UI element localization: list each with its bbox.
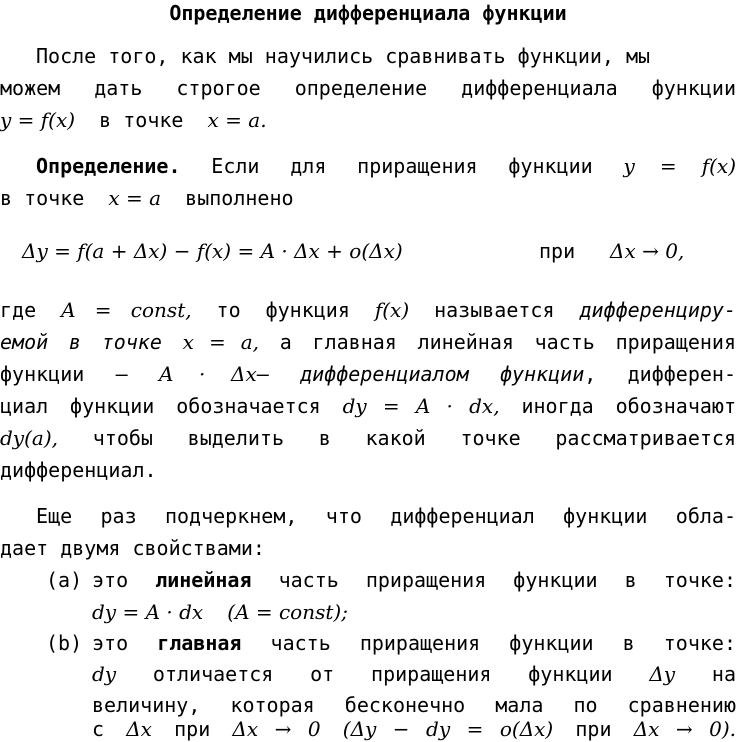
text-part-of-increment: часть приращения функции в точке: [270, 631, 736, 655]
text-part-of-increment: часть приращения функции в точке: [278, 568, 736, 592]
explanation-line-5 [0, 425, 736, 451]
text-with: с [92, 717, 105, 741]
list-item-marker-a: (a) [46, 568, 83, 592]
list-item-a-line-1 [92, 567, 736, 593]
list-item-a-line-2 [92, 599, 348, 625]
explanation-line-1 [0, 297, 736, 323]
text-differs-from: отличается от приращения функции [152, 662, 613, 686]
text-to-distinguish: чтобы выделить в какой точке рассматривается [92, 426, 736, 450]
math-a-const: A = const, [61, 298, 192, 322]
emphasis-line-1: Еще раз подчеркнем, что дифференциал функции обла- [36, 504, 736, 528]
math-dy-difference: (Δy − dy = o(Δx) [342, 717, 554, 741]
page-title: Определение дифференциала функции [169, 1, 567, 25]
math-dy: dy [92, 662, 117, 686]
definition-text-holds: выполнено [185, 186, 294, 210]
text-called: называется [434, 298, 555, 322]
text-when: при [174, 717, 211, 741]
math-delta-x: Δx [126, 717, 152, 741]
math-fx: f(x) [374, 298, 410, 322]
formula-main: Δy = f(a + Δx) − f(x) = A · Δx + o(Δx) [22, 239, 403, 263]
list-item-b-line-2 [92, 661, 736, 687]
definition-label: Определение. [36, 154, 181, 178]
math-delta-x-to-zero-close: Δx → 0). [633, 717, 736, 741]
definition-text: Если для приращения функции [211, 154, 593, 178]
emphasis-line-2: дает двумя свойствами: [0, 536, 265, 560]
math-x-a: x = a [108, 186, 162, 210]
intro-line-1: После того, как мы научились сравнивать функции, мы [36, 44, 651, 68]
math-y-fx: y = f(x) [0, 108, 76, 132]
formula-word-when: при [539, 239, 576, 263]
term-differentiable: дифференциру- [579, 298, 736, 322]
math-a-const-paren: (A = const); [227, 600, 348, 624]
text-this: это [92, 568, 129, 592]
math-delta-y: Δy [649, 662, 676, 686]
term-linear: линейная [155, 568, 252, 592]
explanation-line-4 [0, 393, 736, 419]
term-differential: дифференциалом функции [300, 362, 585, 386]
math-x-a: x = a. [207, 108, 267, 132]
formula-condition: Δx → 0, [610, 239, 685, 263]
list-item-b-line-3: величину, которая бесконечно мала по сравнению [92, 693, 736, 717]
definition-line-2 [0, 185, 294, 211]
text-function-dash: функции — [0, 362, 128, 386]
list-item-b-line-4 [92, 716, 736, 742]
text-by: на [711, 662, 736, 686]
text-then-function: то функция [216, 298, 350, 322]
math-dy-a: dy(a), [0, 426, 58, 450]
math-a-dx: A · Δx [158, 362, 257, 386]
term-at-point: емой в точке [0, 330, 162, 354]
explanation-line-6: дифференциал. [0, 458, 157, 482]
text-this: это [92, 631, 129, 655]
math-x-a: x = a, [182, 330, 260, 354]
term-main: главная [157, 631, 242, 655]
definition-line-1 [36, 153, 736, 179]
text-sometimes-denoted: иногда обозначают [521, 394, 736, 418]
math-delta-x-to-zero: Δx → 0 [232, 717, 321, 741]
math-dy-adx: dy = A · dx, [342, 394, 500, 418]
intro-text-in-point: в точке [99, 108, 184, 132]
text-when: при [575, 717, 612, 741]
intro-line-3 [0, 107, 267, 133]
list-item-b-line-1 [92, 630, 736, 656]
list-item-marker-b: (b) [46, 631, 83, 655]
definition-text-in-point: в точке [0, 186, 85, 210]
text-denoted: циал функции обозначается [0, 394, 321, 418]
intro-line-2: можем дать строгое определение дифференциала функции [0, 76, 736, 100]
explanation-line-3 [0, 361, 736, 387]
math-dy-adx: dy = A · dx [92, 600, 204, 624]
math-y-fx: y = f(x) [623, 154, 736, 178]
text-differential-hyphen: , дифферен- [584, 362, 736, 386]
explanation-line-2 [0, 329, 736, 355]
text-dash: — [256, 362, 269, 386]
text-main-linear-part: а главная линейная часть приращения [279, 330, 736, 354]
text-where: где [0, 298, 37, 322]
